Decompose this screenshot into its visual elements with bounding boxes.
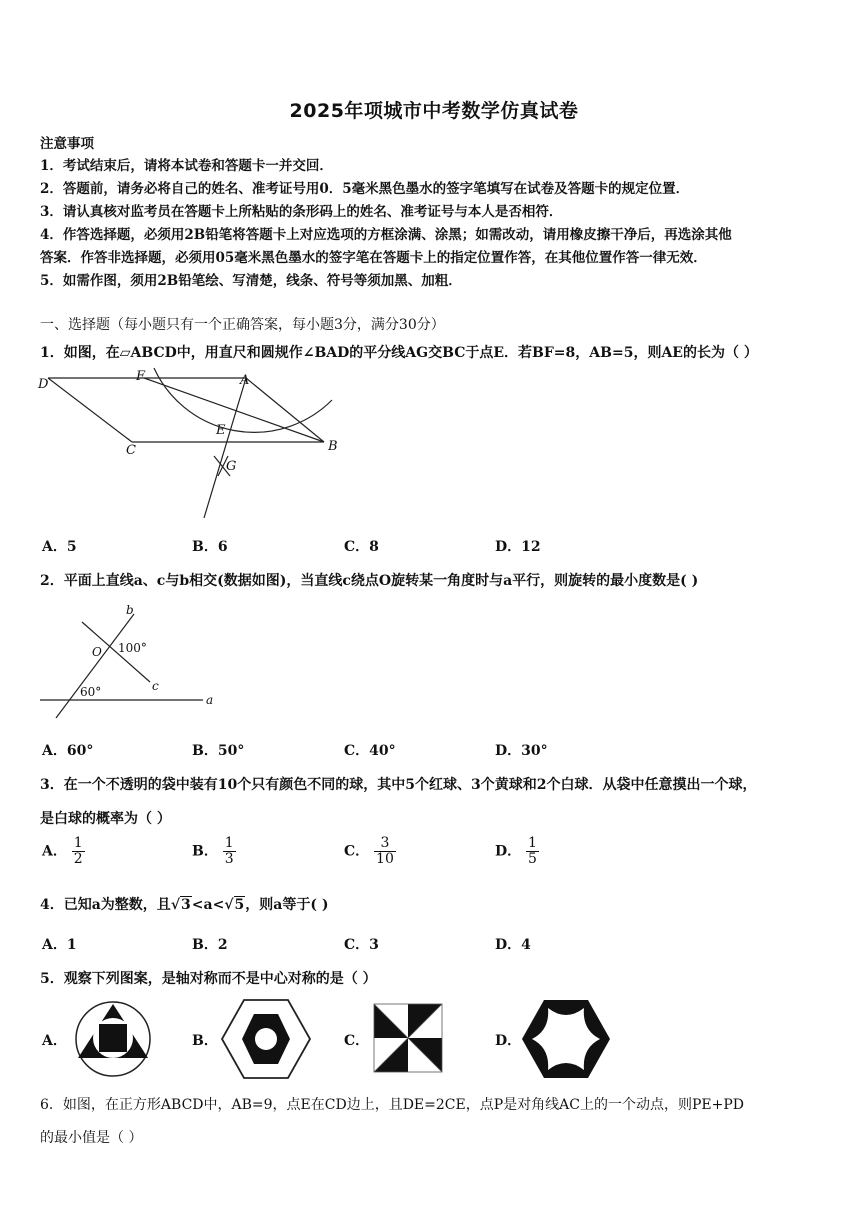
- question-3-line2: 是白球的概率为（ ）: [40, 811, 171, 827]
- q2-option-c[interactable]: C．40°: [344, 743, 396, 759]
- sqrt-5: 5: [234, 897, 245, 913]
- fraction: $\frac{1}{3}$: [224, 835, 234, 867]
- question-6-line1: 6．如图，在正方形ABCD中，AB=9，点E在CD边上，且DE=2CE，点P是对角线AC上的一个动点，则PE+PD: [40, 1097, 744, 1113]
- question-2-text: 2．平面上直线a、c与b相交(数据如图)，当直线c绕点O旋转某一角度时与a平行，则旋转的最小度数是( ): [40, 573, 699, 589]
- fraction: $\frac{3}{10}$: [376, 835, 394, 867]
- note-item: 5．如需作图，须用2B铅笔绘、写清楚，线条、符号等须加黑、加粗．: [40, 273, 462, 289]
- question-1-text: 1．如图，在▱ABCD中，用直尺和圆规作∠BAD的平分线AG交BC于点E．若BF=8，AB=5，则AE的长为（ ）: [40, 345, 758, 361]
- option-label: B．: [192, 843, 218, 860]
- label-G: G: [226, 459, 237, 474]
- page-title: 2025年项城市中考数学仿真试卷: [289, 100, 579, 122]
- q5-figure-a: [70, 998, 156, 1080]
- q2-option-a[interactable]: A．60°: [42, 743, 94, 759]
- q3-option-b[interactable]: [192, 836, 236, 867]
- question-6-line2: 的最小值是（ ）: [40, 1130, 143, 1146]
- q2-option-d[interactable]: D．30°: [495, 743, 548, 759]
- label-O: O: [92, 645, 102, 659]
- label-c: c: [152, 679, 159, 693]
- label-F: F: [136, 369, 146, 384]
- note-item: 2．答题前，请务必将自己的姓名、准考证号用0．5毫米黑色墨水的签字笔填写在试卷及答题卡的规定位置．: [40, 181, 690, 197]
- q3-option-d[interactable]: [495, 836, 539, 867]
- label-C: C: [126, 443, 136, 458]
- note-item: 4．作答选择题，必须用2B铅笔将答题卡上对应选项的方框涂满、涂黑；如需改动，请用橡皮擦干净后，再选涂其他: [40, 227, 732, 243]
- note-item: 1．考试结束后，请将本试卷和答题卡一并交回．: [40, 158, 333, 174]
- q3-option-a[interactable]: [42, 836, 85, 867]
- q1-option-c[interactable]: C．8: [344, 539, 379, 555]
- q5-option-b[interactable]: B．: [192, 1033, 218, 1049]
- angle-100: 100°: [118, 641, 147, 655]
- fraction: $\frac{1}{2}$: [73, 835, 83, 867]
- question-4-text: 4．已知a为整数，且√3<a<√5，则a等于( ): [40, 897, 329, 913]
- fraction: $\frac{1}{5}$: [528, 835, 537, 867]
- label-B: B: [328, 439, 338, 454]
- sqrt-3: 3: [181, 897, 191, 913]
- note-item: 答案．作答非选择题，必须用05毫米黑色墨水的签字笔在答题卡上的指定位置作答，在其他位置作答一律无效．: [40, 250, 707, 266]
- angle-60: 60°: [80, 685, 102, 699]
- q5-figure-d: [520, 996, 612, 1082]
- q4-option-a[interactable]: A．1: [42, 937, 77, 953]
- q1-option-a[interactable]: A．5: [42, 539, 77, 555]
- question-3-line1: 3．在一个不透明的袋中装有10个只有颜色不同的球，其中5个红球、3个黄球和2个白球．从袋中任意摸出一个球，: [40, 777, 757, 793]
- q5-option-c[interactable]: C．: [344, 1033, 370, 1049]
- label-A: A: [240, 373, 250, 388]
- notes-heading: 注意事项: [40, 136, 94, 152]
- label-E: E: [216, 423, 226, 438]
- label-b: b: [126, 603, 134, 617]
- q3-option-c[interactable]: [344, 836, 396, 867]
- q4-option-b[interactable]: B．2: [192, 937, 228, 953]
- q1-option-d[interactable]: D．12: [495, 539, 541, 555]
- q1-option-b[interactable]: B．6: [192, 539, 228, 555]
- question-1-figure: [36, 366, 346, 526]
- q4-option-d[interactable]: D．4: [495, 937, 531, 953]
- question-5-text: 5．观察下列图案，是轴对称而不是中心对称的是（ ）: [40, 971, 377, 987]
- note-item: 3．请认真核对监考员在答题卡上所粘贴的条形码上的姓名、准考证号与本人是否相符．: [40, 204, 563, 220]
- q2-option-b[interactable]: B．50°: [192, 743, 245, 759]
- q5-option-a[interactable]: A．: [42, 1033, 67, 1049]
- label-a: a: [206, 693, 214, 707]
- q5-option-d[interactable]: D．: [495, 1033, 522, 1049]
- question-2-figure: [38, 600, 228, 725]
- q5-figure-c: [372, 1002, 444, 1074]
- option-label: D．: [495, 843, 522, 860]
- option-label: C．: [344, 843, 370, 860]
- label-D: D: [38, 377, 49, 392]
- q5-figure-b: [220, 996, 312, 1082]
- q4-option-c[interactable]: C．3: [344, 937, 379, 953]
- option-label: A．: [42, 843, 67, 860]
- section-heading: 一、选择题（每小题只有一个正确答案，每小题3分，满分30分）: [40, 317, 445, 333]
